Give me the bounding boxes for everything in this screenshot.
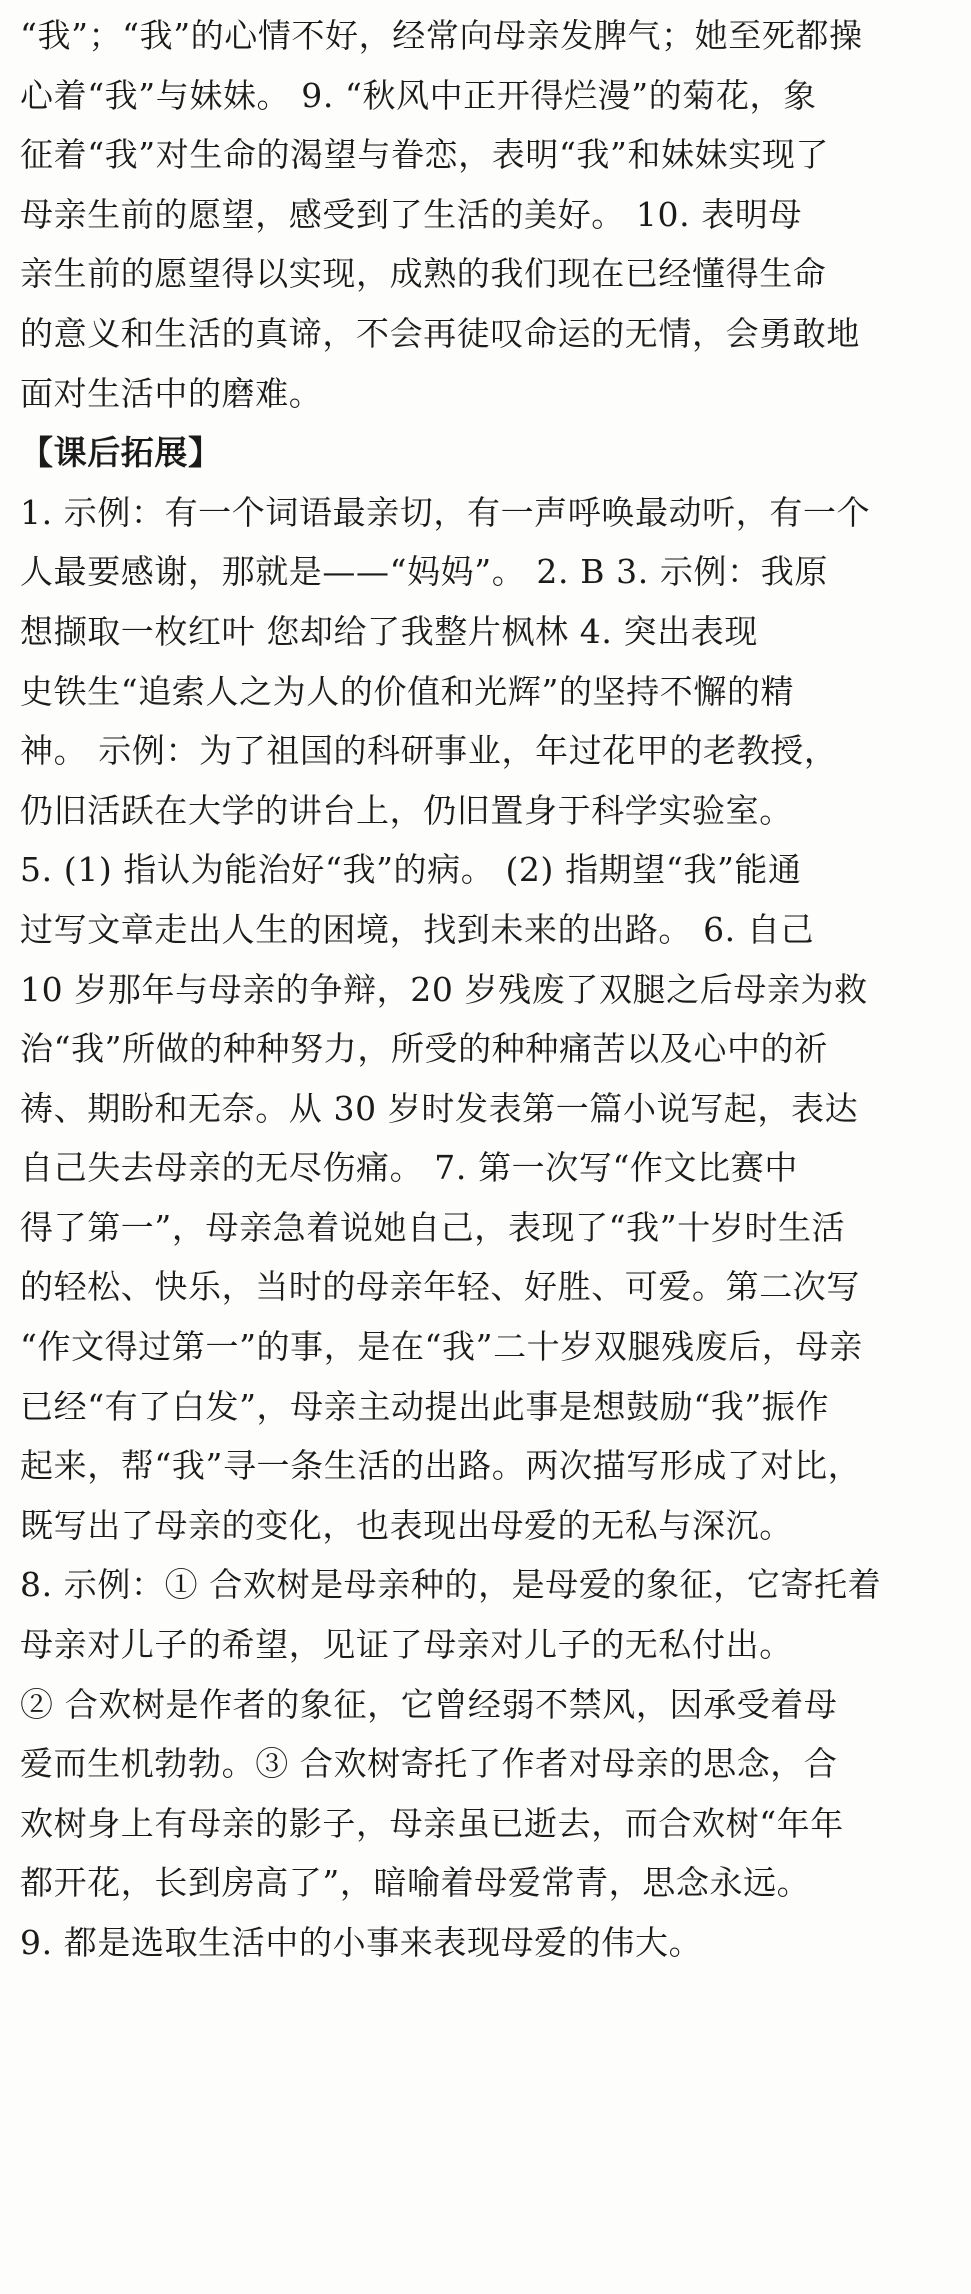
text-line: 史铁生“追索人之为人的价值和光辉”的坚持不懈的精 (20, 671, 795, 711)
text-line: ② 合欢树是作者的象征，它曾经弱不禁风，因承受着母 (20, 1684, 838, 1724)
text-line: 面对生活中的磨难。 (20, 373, 323, 413)
text-line: 母亲对儿子的希望，见证了母亲对儿子的无私付出。 (20, 1625, 793, 1665)
text-line: 已经“有了白发”，母亲主动提出此事是想鼓励“我”振作 (20, 1386, 830, 1426)
text-line: 爱而生机勃勃。③ 合欢树寄托了作者对母亲的思念，合 (20, 1744, 838, 1784)
text-line: “作文得过第一”的事，是在“我”二十岁双腿残废后，母亲 (20, 1327, 863, 1367)
text-line: 起来，帮“我”寻一条生活的出路。两次描写形成了对比， (20, 1446, 862, 1486)
text-line: 既写出了母亲的变化，也表现出母爱的无私与深沉。 (20, 1505, 793, 1545)
text-line: 过写文章走出人生的困境，找到未来的出路。 6. 自己 (20, 909, 815, 949)
text-line: “我”；“我”的心情不好，经常向母亲发脾气；她至死都操 (20, 16, 863, 55)
text-line: 人最要感谢，那就是——“妈妈”。 2. B 3. 示例：我原 (20, 552, 828, 592)
text-line: 神。 示例：为了祖国的科研事业，年过花甲的老教授， (20, 731, 838, 771)
text-line: 心着“我”与妹妹。 9. “秋风中正开得烂漫”的菊花，象 (20, 75, 817, 115)
text-line: 9. 都是选取生活中的小事来表现母爱的伟大。 (20, 1923, 703, 1962)
text-line: 欢树身上有母亲的影子，母亲虽已逝去，而合欢树“年年 (20, 1803, 844, 1843)
text-line: 的意义和生活的真谛，不会再徒叹命运的无情，会勇敢地 (20, 313, 860, 353)
text-line: 得了第一”，母亲急着说她自己，表现了“我”十岁时生活 (20, 1207, 846, 1247)
text-line: 8. 示例：① 合欢树是母亲种的，是母爱的象征，它寄托着 (20, 1565, 882, 1605)
text-line: 想撷取一枚红叶 您却给了我整片枫林 4. 突出表现 (20, 611, 758, 651)
text-line: 征着“我”对生命的渴望与眷恋，表明“我”和妹妹实现了 (20, 135, 830, 175)
text-line: 治“我”所做的种种努力，所受的种种痛苦以及心中的祈 (20, 1029, 828, 1069)
text-line: 5. (1) 指认为能治好“我”的病。 (2) 指期望“我”能通 (20, 850, 802, 890)
answer-text-block (20, 6, 960, 1973)
text-line: 的轻松、快乐，当时的母亲年轻、好胜、可爱。第二次写 (20, 1267, 860, 1307)
text-line: 祷、期盼和无奈。从 30 岁时发表第一篇小说写起，表达 (20, 1088, 859, 1128)
text-line: 仍旧活跃在大学的讲台上，仍旧置身于科学实验室。 (20, 790, 793, 830)
text-line: 自己失去母亲的无尽伤痛。 7. 第一次写“作文比赛中 (20, 1148, 798, 1188)
text-line: 1. 示例：有一个词语最亲切，有一声呼唤最动听，有一个 (20, 492, 871, 532)
text-line: 母亲生前的愿望，感受到了生活的美好。 10. 表明母 (20, 194, 803, 234)
section-heading: 【课后拓展】 (20, 433, 222, 473)
text-line: 都开花，长到房高了”，暗喻着母爱常青，思念永远。 (20, 1863, 811, 1903)
text-line: 亲生前的愿望得以实现，成熟的我们现在已经懂得生命 (20, 254, 827, 294)
text-line: 10 岁那年与母亲的争辩，20 岁残废了双腿之后母亲为救 (20, 969, 868, 1009)
